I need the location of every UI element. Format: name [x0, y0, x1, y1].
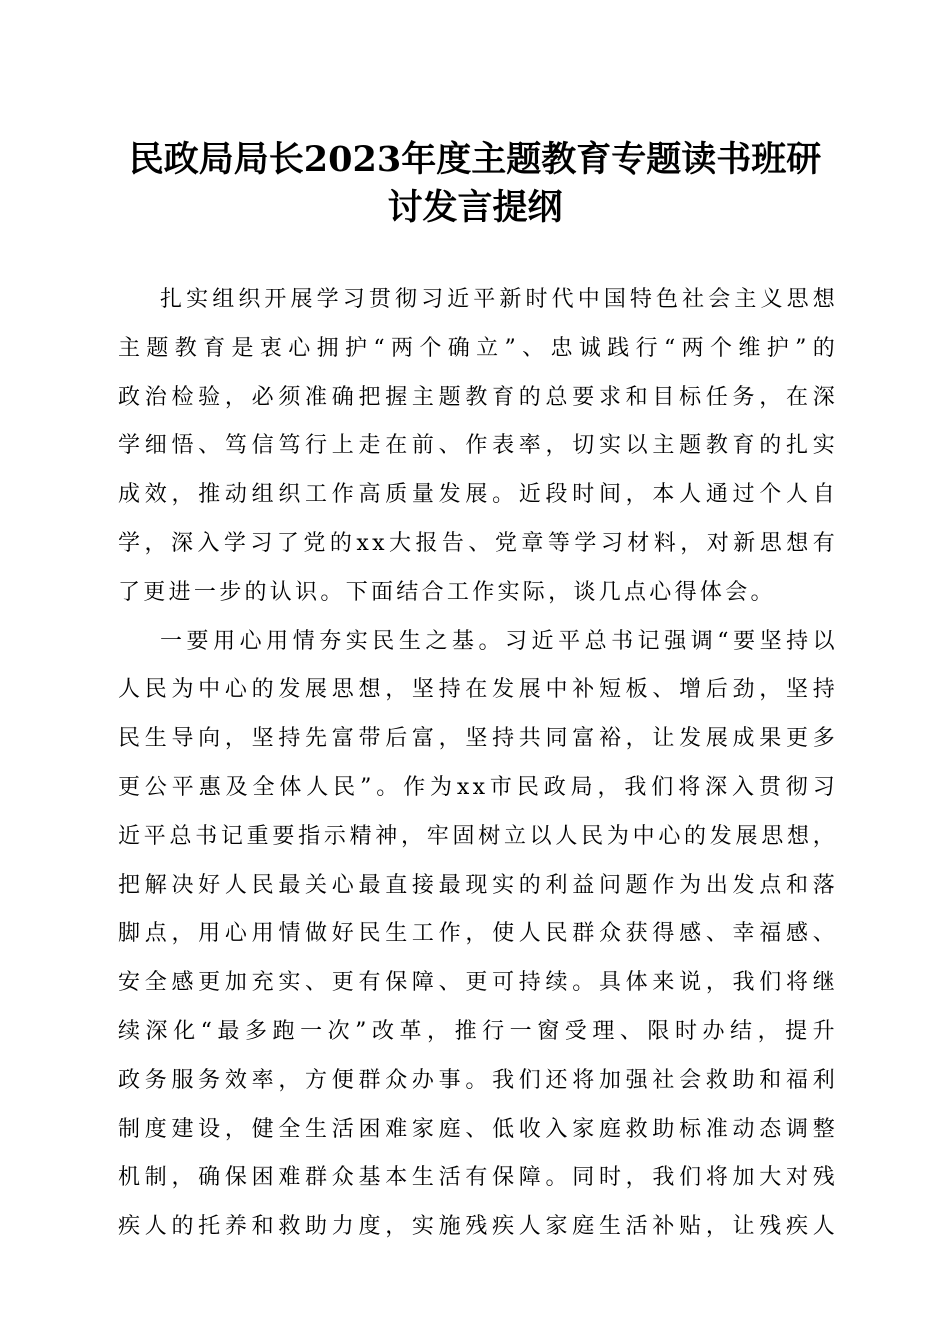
paragraph-1 [118, 276, 838, 618]
text-line: 主题教育是衷心拥护“两个确立”、忠诚践行“两个维护”的 [118, 335, 838, 361]
document-body [118, 276, 838, 1252]
text-line: 学，深入学习了党的xx大报告、党章等学习材料，对新思想有 [118, 530, 838, 556]
text-line: 一要用心用情夯实民生之基。习近平总书记强调“要坚持以 [160, 628, 838, 654]
text-line: 近平总书记重要指示精神，牢固树立以人民为中心的发展思想， [118, 823, 838, 849]
text-line: 民生导向，坚持先富带后富，坚持共同富裕，让发展成果更多 [118, 726, 838, 752]
title-line-2: 讨发言提纲 [387, 187, 563, 228]
text-line: 制度建设，健全生活困难家庭、低收入家庭救助标准动态调整 [118, 1116, 838, 1142]
text-line: 了更进一步的认识。下面结合工作实际，谈几点心得体会。 [118, 579, 776, 605]
text-line: 成效，推动组织工作高质量发展。近段时间，本人通过个人自 [118, 482, 838, 508]
text-line: 学细悟、笃信笃行上走在前、作表率，切实以主题教育的扎实 [118, 433, 838, 459]
text-line: 更公平惠及全体人民”。作为xx市民政局，我们将深入贯彻习 [118, 774, 838, 800]
text-line: 人民为中心的发展思想，坚持在发展中补短板、增后劲，坚持 [118, 677, 838, 703]
text-line: 疾人的托养和救助力度，实施残疾人家庭生活补贴，让残疾人 [118, 1214, 838, 1240]
text-line: 扎实组织开展学习贯彻习近平新时代中国特色社会主义思想 [160, 287, 838, 312]
text-line: 政治检验，必须准确把握主题教育的总要求和目标任务，在深 [118, 384, 838, 410]
text-line: 把解决好人民最关心最直接最现实的利益问题作为出发点和落 [118, 872, 838, 898]
text-line: 续深化“最多跑一次”改革，推行一窗受理、限时办结，提升 [118, 1018, 838, 1044]
paragraph-2 [118, 618, 838, 1252]
text-line: 政务服务效率，方便群众办事。我们还将加强社会救助和福利 [118, 1067, 838, 1093]
document-title [100, 136, 850, 232]
title-line-1: 民政局局长2023年度主题教育专题读书班研 [128, 139, 822, 180]
text-line: 安全感更加充实、更有保障、更可持续。具体来说，我们将继 [118, 970, 838, 996]
text-line: 机制，确保困难群众基本生活有保障。同时，我们将加大对残 [118, 1165, 838, 1191]
text-line: 脚点，用心用情做好民生工作，使人民群众获得感、幸福感、 [118, 921, 838, 947]
